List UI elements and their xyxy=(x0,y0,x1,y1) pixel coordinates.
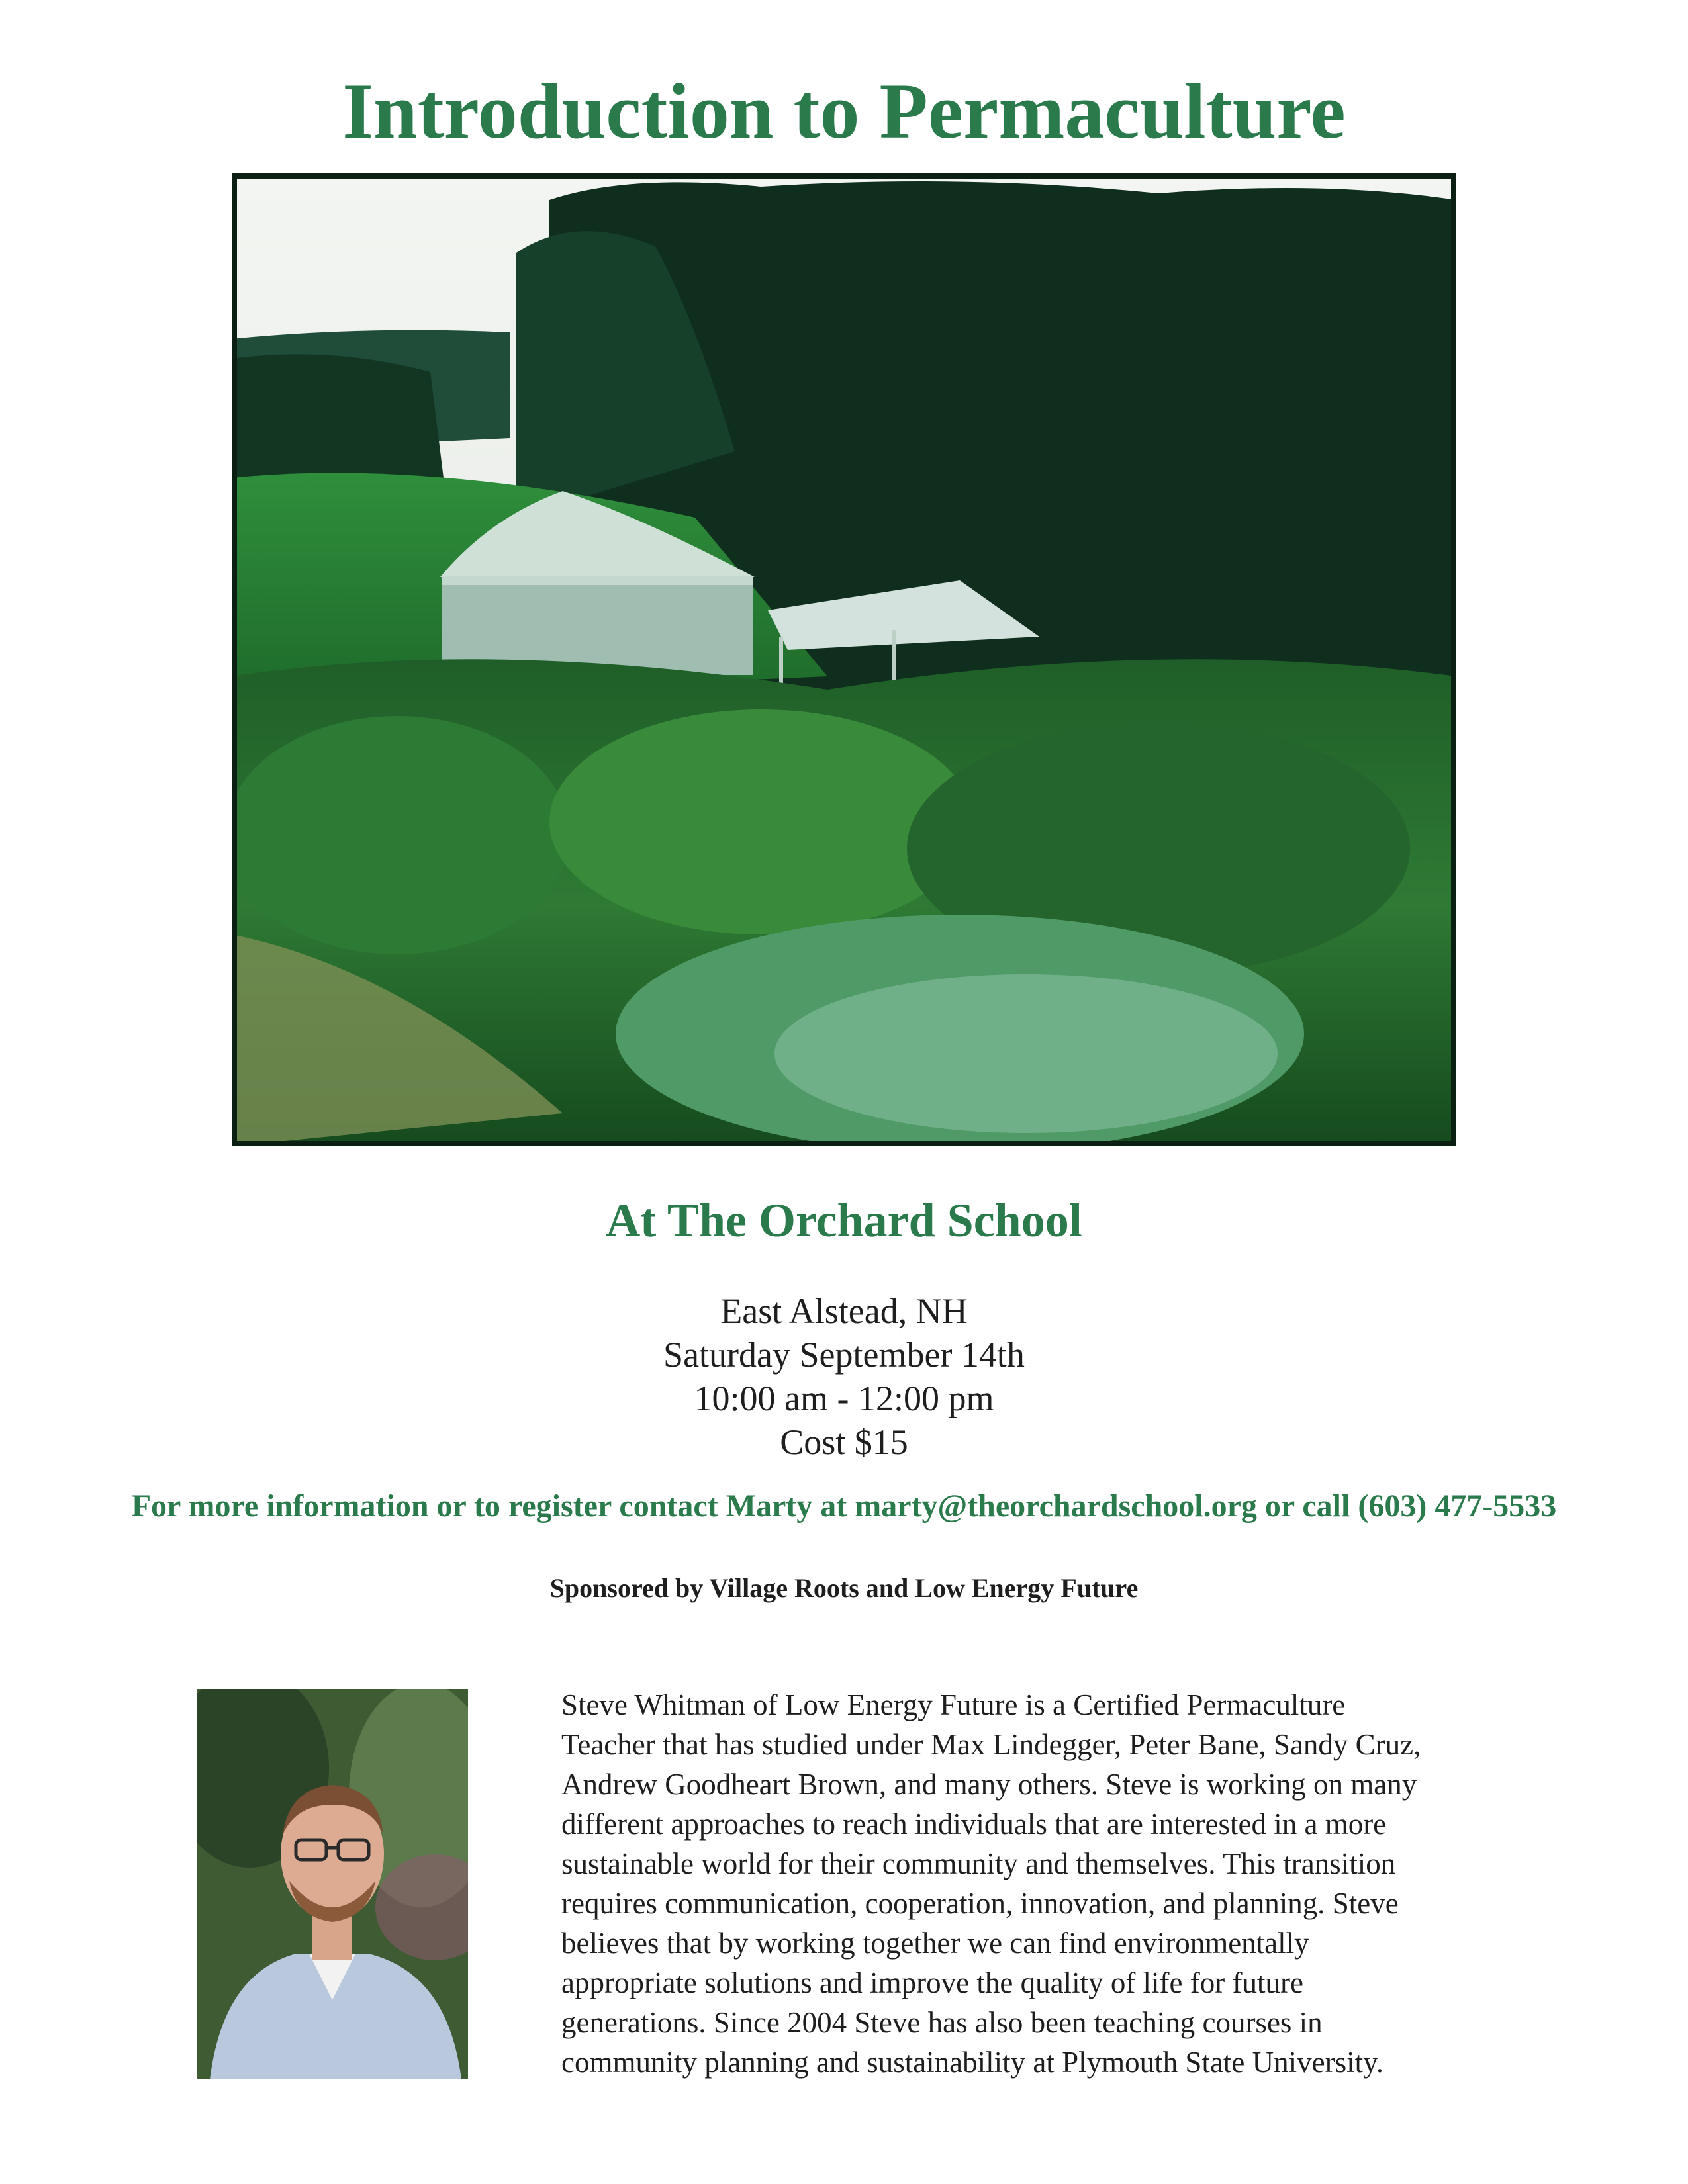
flyer-title: Introduction to Permaculture xyxy=(342,67,1346,155)
bio-line: believes that by working together we can find environmentally xyxy=(561,1927,1309,1960)
sponsor-line: Sponsored by Village Roots and Low Energy Future xyxy=(549,1573,1139,1603)
presenter-bio xyxy=(561,1685,1528,2082)
event-location: East Alstead, NH xyxy=(720,1291,968,1331)
bio-line: sustainable world for their community and themselves. This transition xyxy=(561,1847,1396,1880)
event-cost: Cost $15 xyxy=(780,1422,908,1462)
venue-heading: At The Orchard School xyxy=(606,1194,1082,1247)
bio-line: Teacher that has studied under Max Lindegger, Peter Bane, Sandy Cruz, xyxy=(561,1728,1421,1761)
portrait-graphic xyxy=(197,1689,468,2079)
bio-line: different approaches to reach individuals that are interested in a more xyxy=(561,1807,1387,1841)
garden-photo-graphic xyxy=(232,173,1456,1146)
presenter-portrait-photo xyxy=(197,1689,468,2079)
bio-line: appropriate solutions and improve the quality of life for future xyxy=(561,1966,1303,1999)
contact-info: For more information or to register contact Marty at marty@theorchardschool.org or call (603) 477-5533 xyxy=(131,1488,1557,1524)
event-time: 10:00 am - 12:00 pm xyxy=(694,1379,994,1418)
bio-line: Steve Whitman of Low Energy Future is a Certified Permaculture xyxy=(561,1688,1346,1721)
bio-line: requires communication, cooperation, innovation, and planning. Steve xyxy=(561,1887,1399,1920)
event-details xyxy=(0,1289,1688,1464)
bio-line: Andrew Goodheart Brown, and many others. Steve is working on many xyxy=(561,1768,1417,1801)
bio-line: community planning and sustainability at Plymouth State University. xyxy=(561,2046,1383,2079)
event-date: Saturday September 14th xyxy=(663,1335,1025,1375)
bio-line: generations. Since 2004 Steve has also been teaching courses in xyxy=(561,2006,1323,2039)
garden-yurt-photo xyxy=(232,173,1456,1146)
